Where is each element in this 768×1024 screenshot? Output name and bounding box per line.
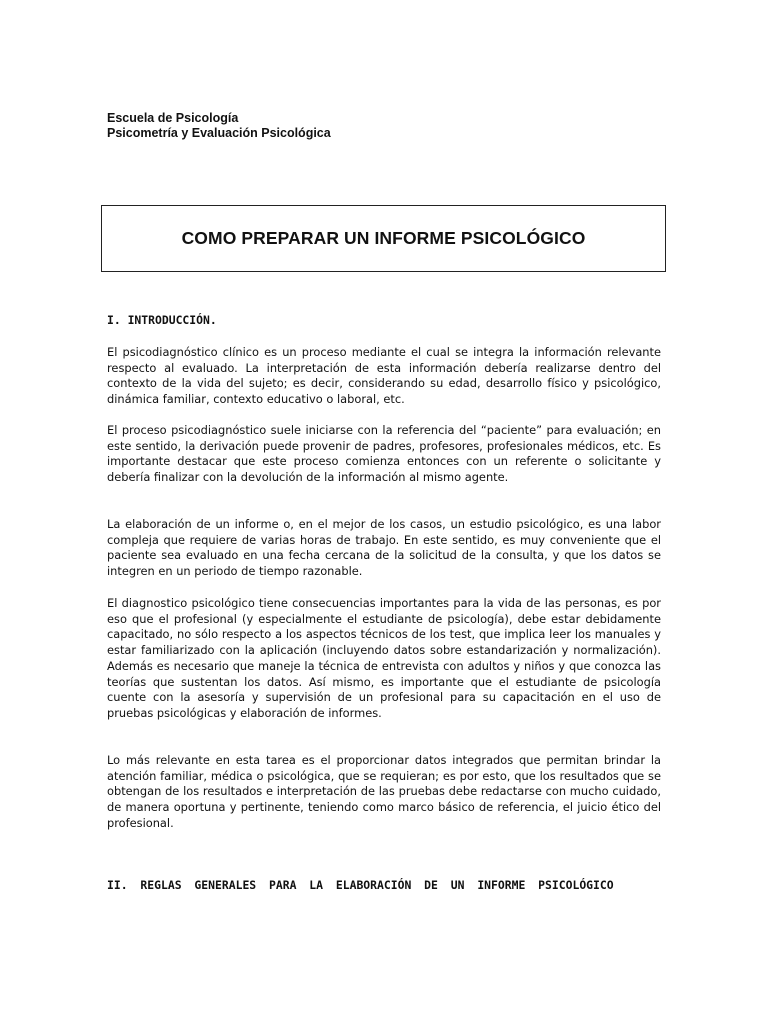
- document-title: COMO PREPARAR UN INFORME PSICOLÓGICO: [181, 228, 586, 248]
- document-header: [107, 111, 331, 141]
- paragraph: El psicodiagnóstico clínico es un proceso mediante el cual se integra la información relevante respecto al evaluado. La interpretación de esta información debería realizarse dentro del contexto de la vida del sujeto; es decir, considerando su edad, desarrollo físico y psicológico, dinámica familiar, contexto educativo o laboral, etc.: [107, 345, 661, 407]
- section-heading-reglas-generales: II. REGLAS GENERALES PARA LA ELABORACIÓN DE UN INFORME PSICOLÓGICO: [107, 878, 614, 892]
- paragraph: El diagnostico psicológico tiene consecuencias importantes para la vida de las personas, es por eso que el profesional (y especialmente el estudiante de psicología), debe estar debidamente capacitado, no sólo respecto a los aspectos técnicos de los test, que implica leer los manuales y estar familiarizado con la aplicación (incluyendo datos sobre estandarización y normalización). Además es necesario que maneje la técnica de entrevista con adultos y niños y que conozca las teorías que sustentan los datos. Así mismo, es importante que el estudiante de psicología cuente con la asesoría y supervisión de un profesional para su capacitación en el uso de pruebas psicológicas y elaboración de informes.: [107, 596, 661, 720]
- school-name: Escuela de Psicología: [107, 111, 239, 125]
- paragraph: El proceso psicodiagnóstico suele iniciarse con la referencia del “paciente” para evaluación; en este sentido, la derivación puede provenir de padres, profesores, profesionales médicos, etc. Es importante destacar que este proceso comienza entonces con un referente o solicitante y debería finalizar con la devolución de la información al mismo agente.: [107, 423, 661, 485]
- paragraph: Lo más relevante en esta tarea es el proporcionar datos integrados que permitan brindar la atención familiar, médica o psicológica, que se requieran; es por esto, que los resultados que se obtengan de los resultados e interpretación de las pruebas debe redactarse con mucho cuidado, de manera oportuna y pertinente, teniendo como marco básico de referencia, el juicio ético del profesional.: [107, 753, 661, 830]
- course-name: Psicometría y Evaluación Psicológica: [107, 126, 331, 140]
- paragraph: La elaboración de un informe o, en el mejor de los casos, un estudio psicológico, es una labor compleja que requiere de varias horas de trabajo. En este sentido, es muy conveniente que el paciente sea evaluado en una fecha cercana de la solicitud de la consulta, y que los datos se integren en un periodo de tiempo razonable.: [107, 517, 661, 579]
- section-heading-introduccion: I. INTRODUCCIÓN.: [107, 313, 217, 327]
- title-box: [101, 205, 666, 272]
